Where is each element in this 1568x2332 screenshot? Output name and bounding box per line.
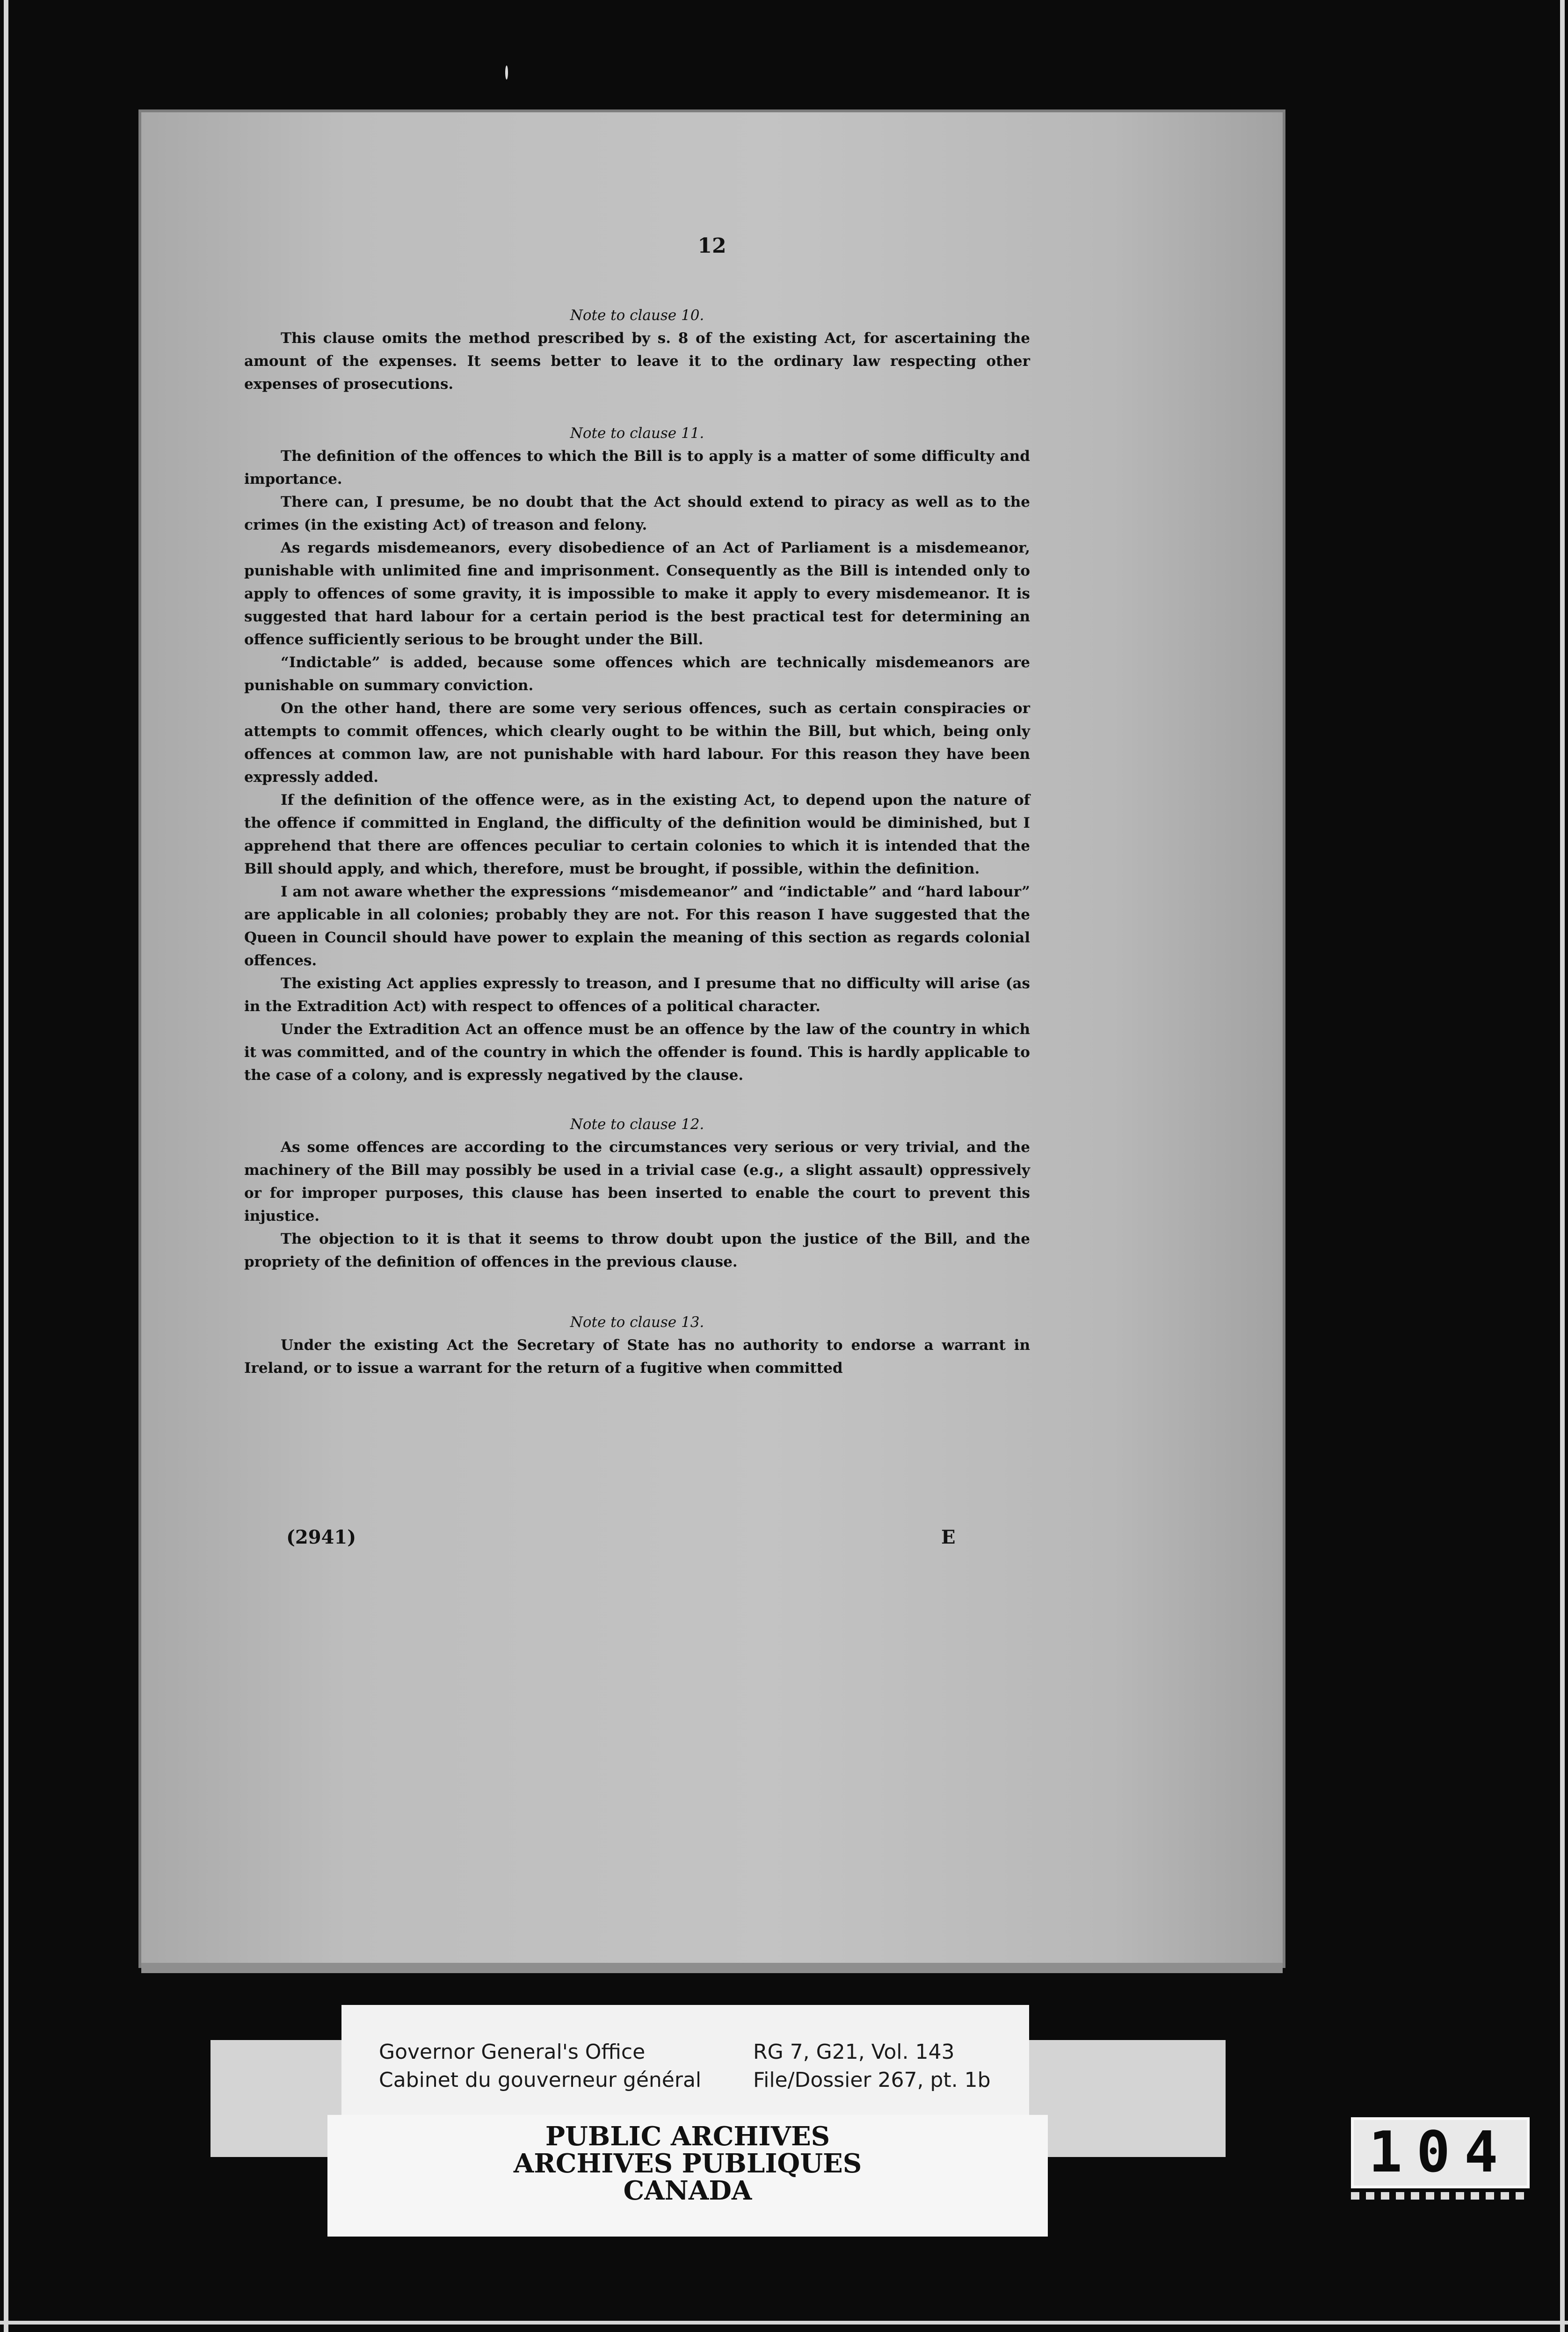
frame-counter-ticks [1351, 2192, 1524, 2200]
footer-code: (2941) [286, 1526, 356, 1548]
body-paragraph: On the other hand, there are some very serious offences, such as certain conspiracies or attempts to commit offences, which clearly ought to be within the Bill, but which, being only offences at common law, are not punishable with hard labour. For this reason they have been expressly added. [244, 700, 1030, 786]
body-paragraph: As some offences are according to the circumstances very serious or very trivial, and the machinery of the Bill may possibly be used in a trivial case (e.g., a slight assault) oppressively or for improper purposes, this clause has been inserted to enable the court to prevent this injustice. [244, 1139, 1030, 1224]
note-heading: Note to clause 11. [570, 425, 704, 442]
document-body [244, 304, 1030, 1380]
body-paragraph: As regards misdemeanors, every disobedience of an Act of Parliament is a misdemeanor, punishable with unlimited fine and imprisonment. Consequently as the Bill is intended only to apply to offences of some gravity, it is impossible to make it apply to every misdemeanor. It is suggested that hard labour for a certain period is the best practical test for determining an offence sufficiently serious to be brought under the Bill. [244, 539, 1030, 648]
body-paragraph: There can, I presume, be no doubt that the Act should extend to piracy as well as to the crimes (in the existing Act) of treason and felony. [244, 494, 1030, 533]
body-paragraph: I am not aware whether the expressions “misdemeanor” and “indictable” and “hard labour” are applicable in all colonies; probably they are not. For this reason I have suggested that the Queen in Council should have power to explain the meaning of this section as regards colonial offences. [244, 883, 1030, 969]
page-number: 12 [697, 234, 726, 258]
body-paragraph: The objection to it is that it seems to throw doubt upon the justice of the Bill, and the propriety of the definition of offences in the previous clause. [244, 1231, 1030, 1270]
frame-counter: 104 [1351, 2117, 1530, 2188]
stamp-line-english: PUBLIC ARCHIVES [545, 2121, 830, 2152]
body-paragraph: Under the Extradition Act an offence must be an offence by the law of the country in which it was committed, and of the country in which the offender is found. This is hardly applicable to the case of a colony, and is expressly negatived by the clause. [244, 1021, 1030, 1084]
file-reference: File/Dossier 267, pt. 1b [753, 2068, 991, 2092]
office-french: Cabinet du gouverneur général [379, 2068, 702, 2092]
section-gap [244, 396, 1030, 422]
archive-reference-label [341, 2005, 1029, 2117]
page-shadow [141, 1963, 1283, 1973]
section-gap [244, 1274, 1030, 1311]
body-paragraph: If the definition of the offence were, as in the existing Act, to depend upon the nature of the offence if committed in England, the difficulty of the definition would be diminished, but I apprehend that there are offences peculiar to certain colonies to which it is intended that the Bill should apply, and which, therefore, must be brought, if possible, within the definition. [244, 792, 1030, 877]
stamp-line-french: ARCHIVES PUBLIQUES [513, 2148, 862, 2179]
section-gap [244, 1087, 1030, 1113]
film-border-left [4, 0, 8, 2332]
body-paragraph: The definition of the offences to which the Bill is to apply is a matter of some difficulty and importance. [244, 448, 1030, 488]
body-paragraph: Under the existing Act the Secretary of State has no authority to endorse a warrant in Ireland, or to issue a warrant for the return of a fugitive when committed [244, 1337, 1030, 1377]
office-english: Governor General's Office [379, 2040, 646, 2064]
record-group-reference: RG 7, G21, Vol. 143 [753, 2040, 955, 2064]
body-paragraph: “Indictable” is added, because some offences which are technically misdemeanors are punishable on summary conviction. [244, 654, 1030, 694]
body-paragraph: The existing Act applies expressly to treason, and I presume that no difficulty will arise (as in the Extradition Act) with respect to offences of a political character. [244, 975, 1030, 1015]
note-heading: Note to clause 13. [570, 1314, 704, 1331]
note-heading: Note to clause 12. [570, 1116, 704, 1133]
public-archives-stamp [327, 2115, 1048, 2237]
note-heading: Note to clause 10. [570, 307, 704, 324]
stamp-line-country: CANADA [623, 2175, 752, 2206]
film-border-right [1560, 0, 1565, 2332]
footer-signature-letter: E [941, 1526, 956, 1548]
film-border-bottom [0, 2321, 1568, 2325]
dust-speck [505, 66, 508, 80]
body-paragraph: This clause omits the method prescribed by s. 8 of the existing Act, for ascertaining the amount of the expenses. It seems better to leave it to the ordinary law respecting other expenses of prosecutions. [244, 330, 1030, 393]
